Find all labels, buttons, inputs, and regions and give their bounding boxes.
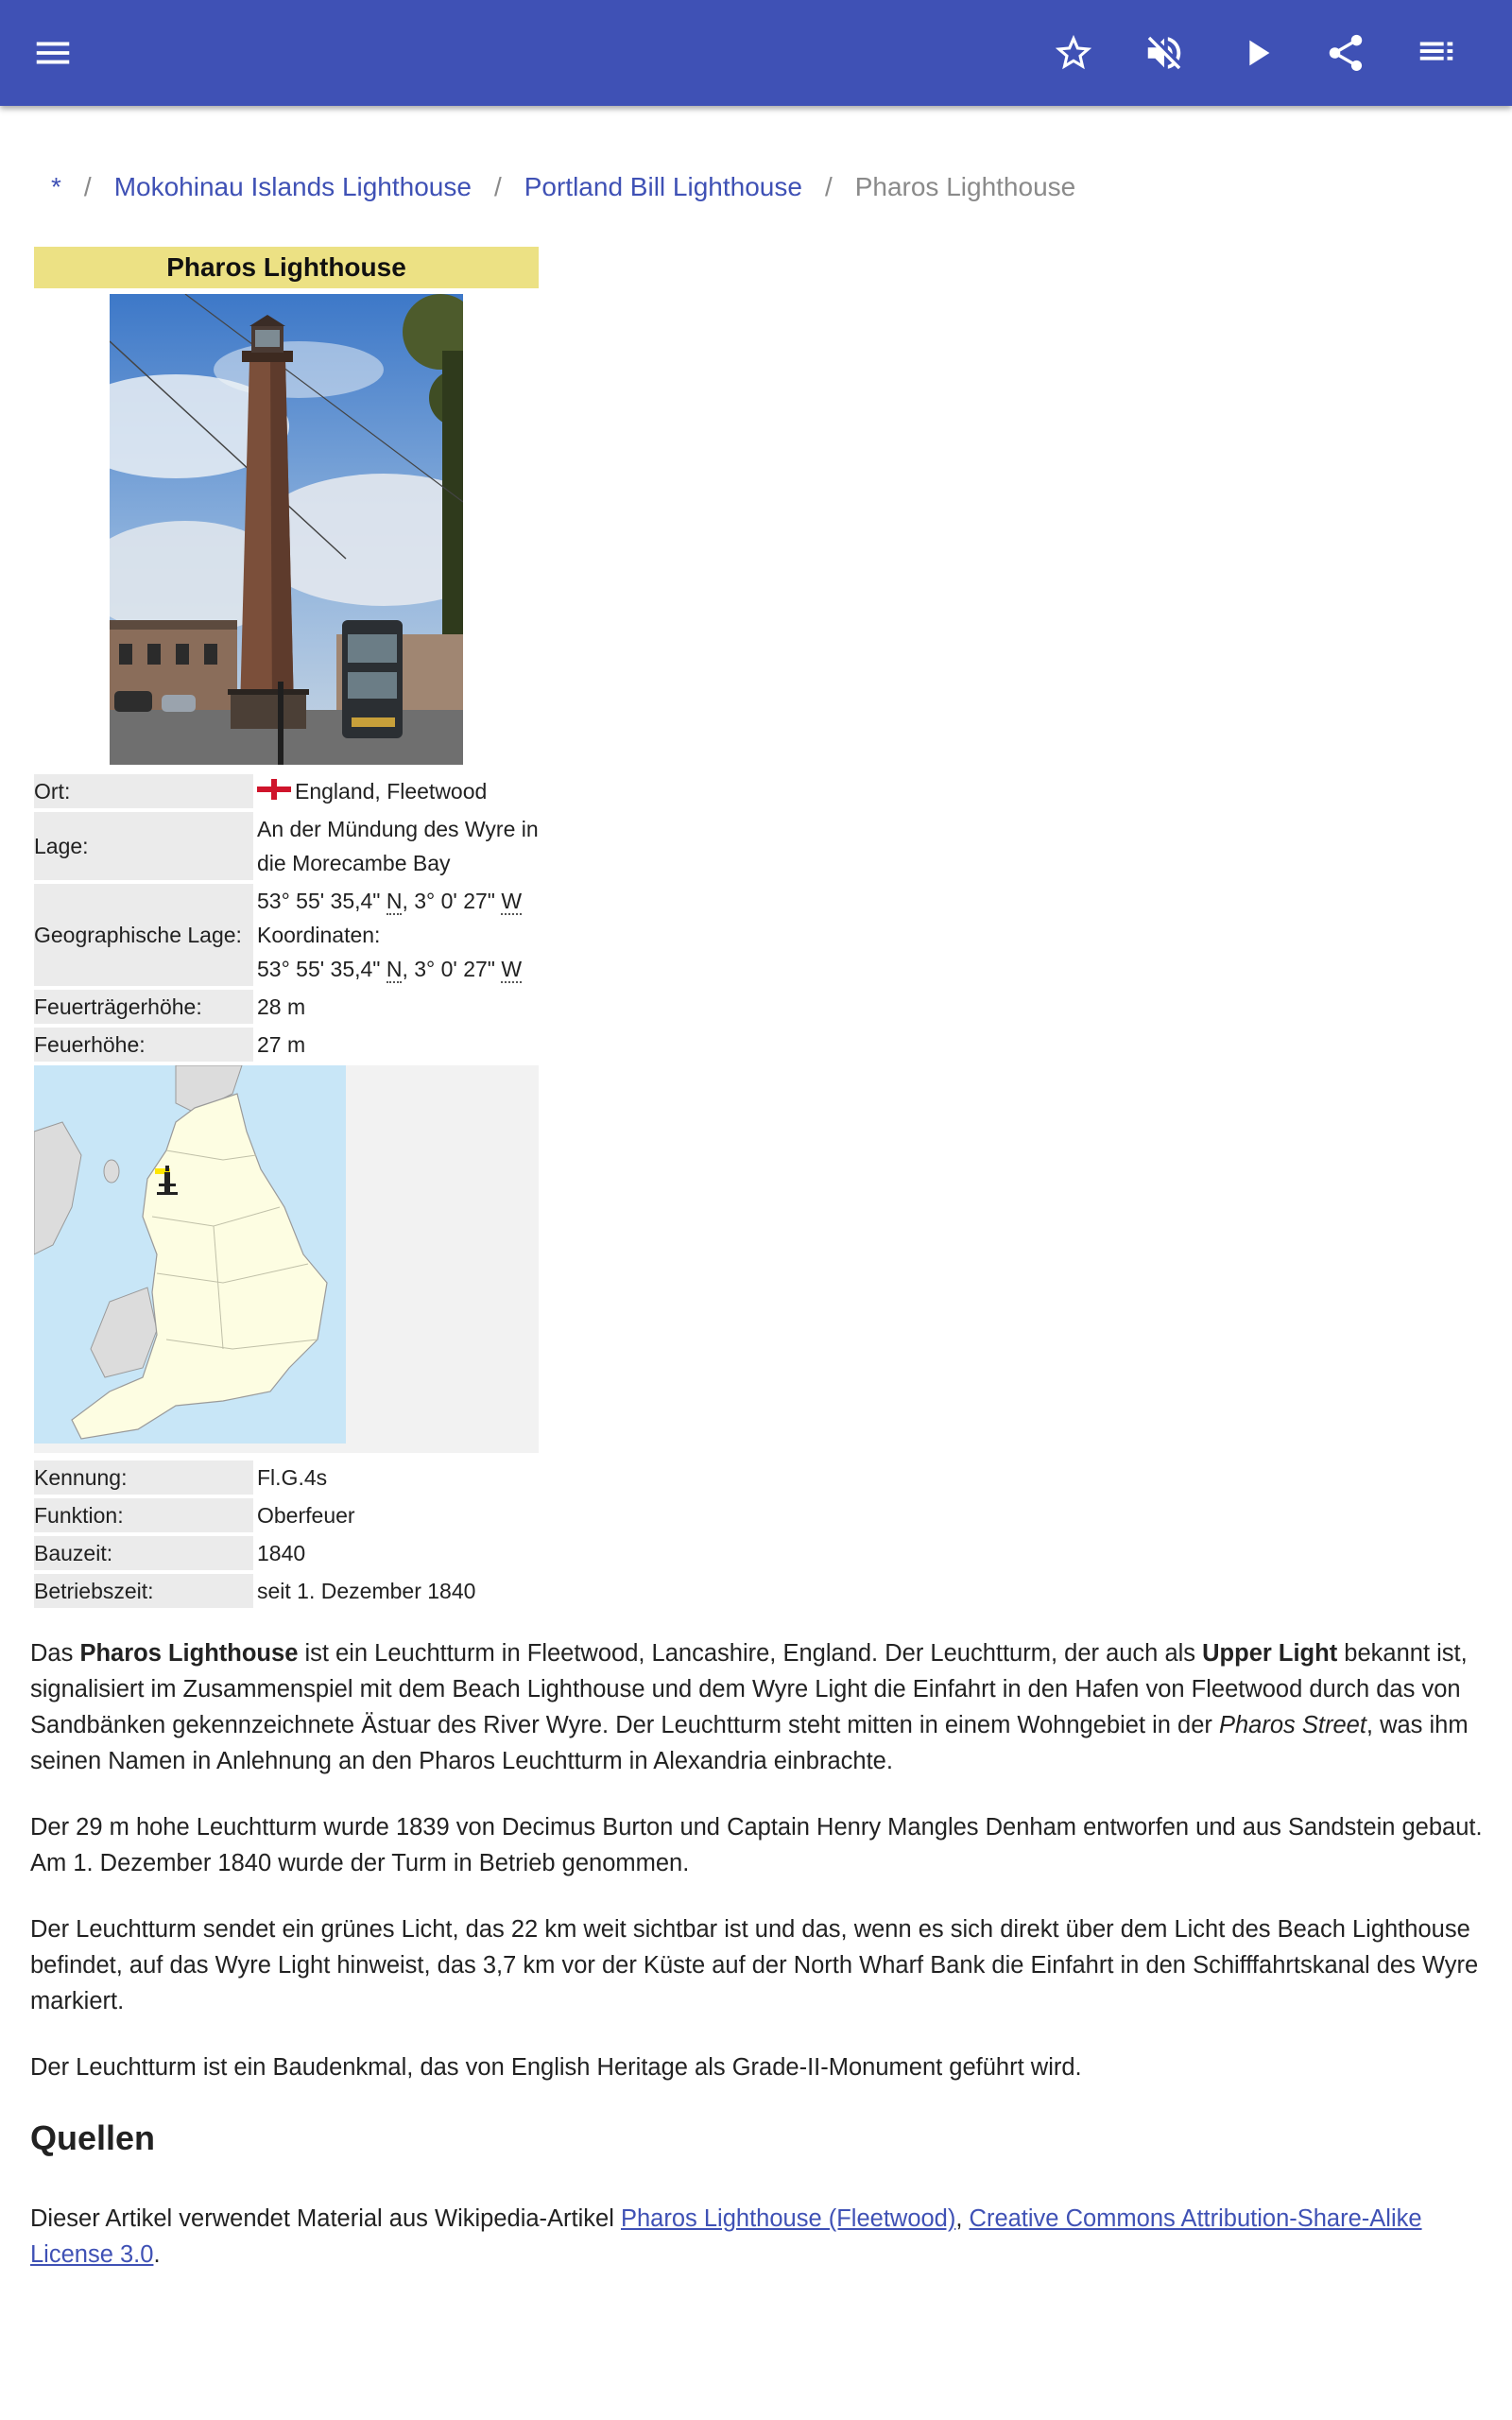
star-icon[interactable] (1047, 26, 1100, 79)
lighthouse-photo[interactable] (110, 294, 463, 765)
coord-lat: 53° 55' 35,4" (257, 889, 381, 913)
infobox-row-lage (34, 812, 539, 880)
coordinates-line-2[interactable]: 53° 55' 35,4" N, 3° 0' 27" W (257, 957, 523, 981)
coord-w-abbr[interactable]: W (501, 957, 523, 981)
source-link-wikipedia-article[interactable]: Pharos Lighthouse (Fleetwood) (620, 2205, 956, 2232)
article-paragraph-1: Das Pharos Lighthouse ist ein Leuchtturm in Fleetwood, Lancashire, England. Der Leuchtturm, der auch als Upper Light bekannt ist, signalisiert im Zusammenspiel mit dem Beach Lighthouse und dem Wyre Light die Einfahrt in den Hafen von Fleetwood durch das von Sandbänken gekennzeichnete Ästuar des River Wyre. Der Leuchtturm steht mitten in einem Wohngebiet in der Pharos Street, was ihm seinen Namen in Anlehnung an den Pharos Leuchtturm in Alexandria einbrachte. (30, 1640, 1469, 1774)
app-bar (0, 0, 1512, 106)
infobox-row-kennung (34, 1461, 539, 1495)
article-body (30, 1635, 1486, 2303)
infobox-row-betriebszeit (34, 1574, 539, 1608)
infobox-key: Bauzeit: (34, 1536, 253, 1570)
coord-lon: 3° 0' 27" (414, 957, 495, 981)
breadcrumb-separator: / (493, 172, 502, 201)
breadcrumb-separator: / (83, 172, 92, 201)
infobox-row-ort (34, 774, 539, 808)
infobox (34, 247, 539, 1612)
location-map[interactable] (34, 1065, 539, 1453)
coord-lon: 3° 0' 27" (414, 889, 495, 913)
article-paragraph-4: Der Leuchtturm ist ein Baudenkmal, das von English Heritage als Grade-II-Monument geführt wird. (30, 2054, 1082, 2081)
infobox-key: Geographische Lage: (34, 884, 253, 986)
infobox-value-geo (257, 884, 539, 986)
infobox-key: Betriebszeit: (34, 1574, 253, 1608)
coordinates-line[interactable]: 53° 55' 35,4" N, 3° 0' 27" W (257, 889, 523, 913)
sources-paragraph: Dieser Artikel verwendet Material aus Wikipedia-Artikel Pharos Lighthouse (Fleetwood), Creative Commons Attribution-Share-Alike License 3.0. (30, 2205, 1422, 2268)
breadcrumb (51, 168, 1075, 206)
infobox-value: 27 m (257, 1032, 306, 1057)
breadcrumb-item-portland-bill[interactable]: Portland Bill Lighthouse (524, 172, 802, 201)
volume-off-icon[interactable] (1138, 26, 1191, 79)
breadcrumb-root[interactable]: * (51, 172, 61, 201)
infobox-key: Lage: (34, 812, 253, 880)
italic-term: Pharos Street (1218, 1712, 1366, 1738)
article-paragraph-2: Der 29 m hohe Leuchtturm wurde 1839 von Decimus Burton und Captain Henry Mangles Denham entworfen und aus Sandstein gebaut. Am 1. Dezember 1840 wurde der Turm in Betrieb genommen. (30, 1814, 1483, 1876)
infobox-row-bauzeit (34, 1536, 539, 1570)
infobox-title: Pharos Lighthouse (34, 247, 539, 288)
infobox-key: Kennung: (34, 1461, 253, 1495)
coord-lat: 53° 55' 35,4" (257, 957, 381, 981)
play-icon[interactable] (1230, 26, 1283, 79)
infobox-key: Funktion: (34, 1498, 253, 1532)
infobox-value: Fl.G.4s (257, 1465, 328, 1490)
bold-term: Upper Light (1202, 1640, 1338, 1667)
article-paragraph-3: Der Leuchtturm sendet ein grünes Licht, das 22 km weit sichtbar ist und das, wenn es sich direkt über dem Licht des Beach Lighthouse befindet, auf das Wyre Light hinweist, das 3,7 km vor der Küste auf der North Wharf Bank die Einfahrt in den Schifffahrtskanal des Wyre markiert. (30, 1916, 1479, 2014)
infobox-key: Feuerhöhe: (34, 1028, 253, 1062)
bold-term: Pharos Lighthouse (79, 1640, 299, 1667)
sources-heading: Quellen (30, 2118, 156, 2157)
infobox-value: Oberfeuer (257, 1503, 355, 1528)
infobox-key: Ort: (34, 774, 253, 808)
breadcrumb-separator: / (824, 172, 833, 201)
koordinaten-label: Koordinaten: (257, 923, 381, 947)
infobox-row-geo (34, 884, 539, 986)
infobox-value: England, Fleetwood (295, 779, 488, 804)
playlist-icon[interactable] (1410, 26, 1463, 79)
infobox-value: 28 m (257, 994, 306, 1019)
breadcrumb-item-mokohinau[interactable]: Mokohinau Islands Lighthouse (113, 172, 472, 201)
infobox-row-feuerhoehe (34, 1028, 539, 1062)
england-flag-icon (257, 779, 291, 800)
infobox-key: Feuerträgerhöhe: (34, 990, 253, 1024)
infobox-value: 1840 (257, 1541, 306, 1565)
coord-w-abbr[interactable]: W (501, 889, 523, 913)
source-link-license[interactable]: Creative Commons Attribution-Share-Alike License 3.0 (30, 2205, 1422, 2268)
menu-icon[interactable] (26, 26, 79, 79)
coord-n-abbr[interactable]: N (386, 957, 403, 981)
coord-n-abbr[interactable]: N (386, 889, 403, 913)
infobox-row-feuertraegerhoehe (34, 990, 539, 1024)
infobox-row-funktion (34, 1498, 539, 1532)
breadcrumb-current: Pharos Lighthouse (854, 172, 1076, 201)
england-map (34, 1065, 346, 1443)
infobox-value: seit 1. Dezember 1840 (257, 1579, 476, 1603)
share-icon[interactable] (1319, 26, 1372, 79)
infobox-value: An der Mündung des Wyre in die Morecambe Bay (257, 817, 539, 875)
